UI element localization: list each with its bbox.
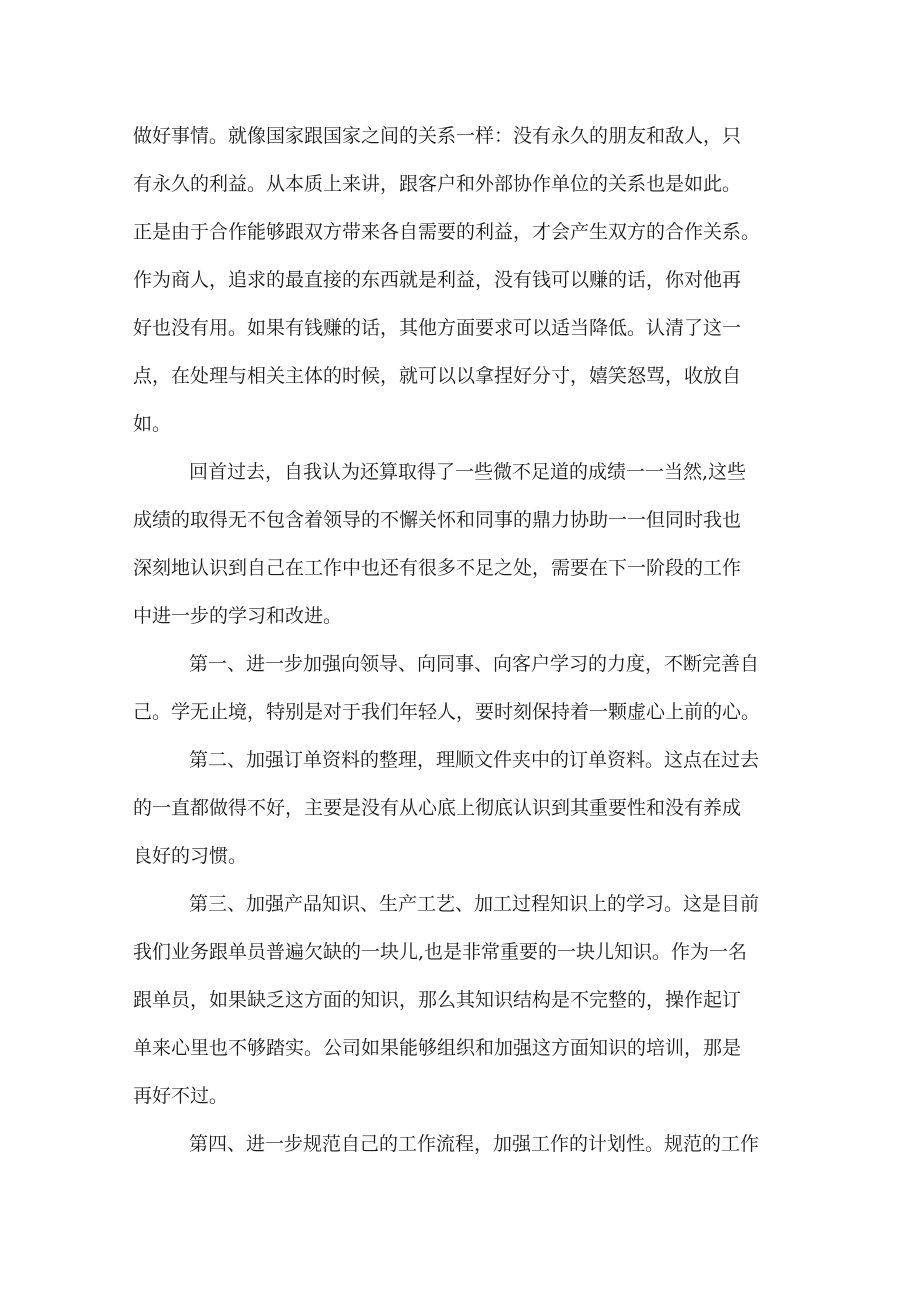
text-line: 有永久的利益。从本质上来讲，跟客户和外部协作单位的关系也是如此。 — [133, 173, 742, 195]
text-line: 跟单员，如果缺乏这方面的知识，那么其知识结构是不完整的，操作起订 — [133, 989, 742, 1011]
text-line: 如。 — [133, 413, 172, 435]
text-line: 成绩的取得无不包含着领导的不懈关怀和同事的鼎力协助一一但同时我也 — [133, 509, 742, 531]
text-line: 单来心里也不够踏实。公司如果能够组织和加强这方面知识的培训，那是 — [133, 1037, 742, 1059]
text-line: 深刻地认识到自己在工作中也还有很多不足之处，需要在下一阶段的工作 — [133, 557, 742, 579]
text-line: 的一直都做得不好，主要是没有从心底上彻底认识到其重要性和没有养成 — [133, 797, 742, 819]
text-line: 中进一步的学习和改进。 — [133, 605, 343, 627]
text-line: 做好事情。就像国家跟国家之间的关系一样：没有永久的朋友和敌人，只 — [133, 125, 742, 147]
text-line: 良好的习惯。 — [133, 845, 248, 867]
text-line: 正是由于合作能够跟双方带来各自需要的利益，才会产生双方的合作关系。 — [133, 221, 761, 243]
text-line: 作为商人，追求的最直接的东西就是利益，没有钱可以赚的话，你对他再 — [133, 269, 742, 291]
text-line: 己。学无止境，特别是对于我们年轻人，要时刻保持着一颗虚心上前的心。 — [133, 701, 761, 723]
text-line: 第一、进一步加强向领导、向同事、向客户学习的力度，不断完善自 — [189, 653, 760, 675]
text-line: 点，在处理与相关主体的时候，就可以以拿捏好分寸，嬉笑怒骂，收放自 — [133, 365, 742, 387]
text-line: 再好不过。 — [133, 1085, 229, 1107]
text-line: 我们业务跟单员普遍欠缺的一块儿,也是非常重要的一块儿知识。作为一名 — [133, 941, 748, 963]
text-line: 第四、进一步规范自己的工作流程，加强工作的计划性。规范的工作 — [189, 1133, 760, 1155]
text-line: 回首过去，自我认为还算取得了一些微不足道的成绩一一当然,这些 — [189, 461, 747, 483]
text-line: 好也没有用。如果有钱赚的话，其他方面要求可以适当降低。认清了这一 — [133, 317, 742, 339]
text-line: 第二、加强订单资料的整理，理顺文件夹中的订单资料。这点在过去 — [189, 749, 760, 771]
text-line: 第三、加强产品知识、生产工艺、加工过程知识上的学习。这是目前 — [189, 893, 760, 915]
